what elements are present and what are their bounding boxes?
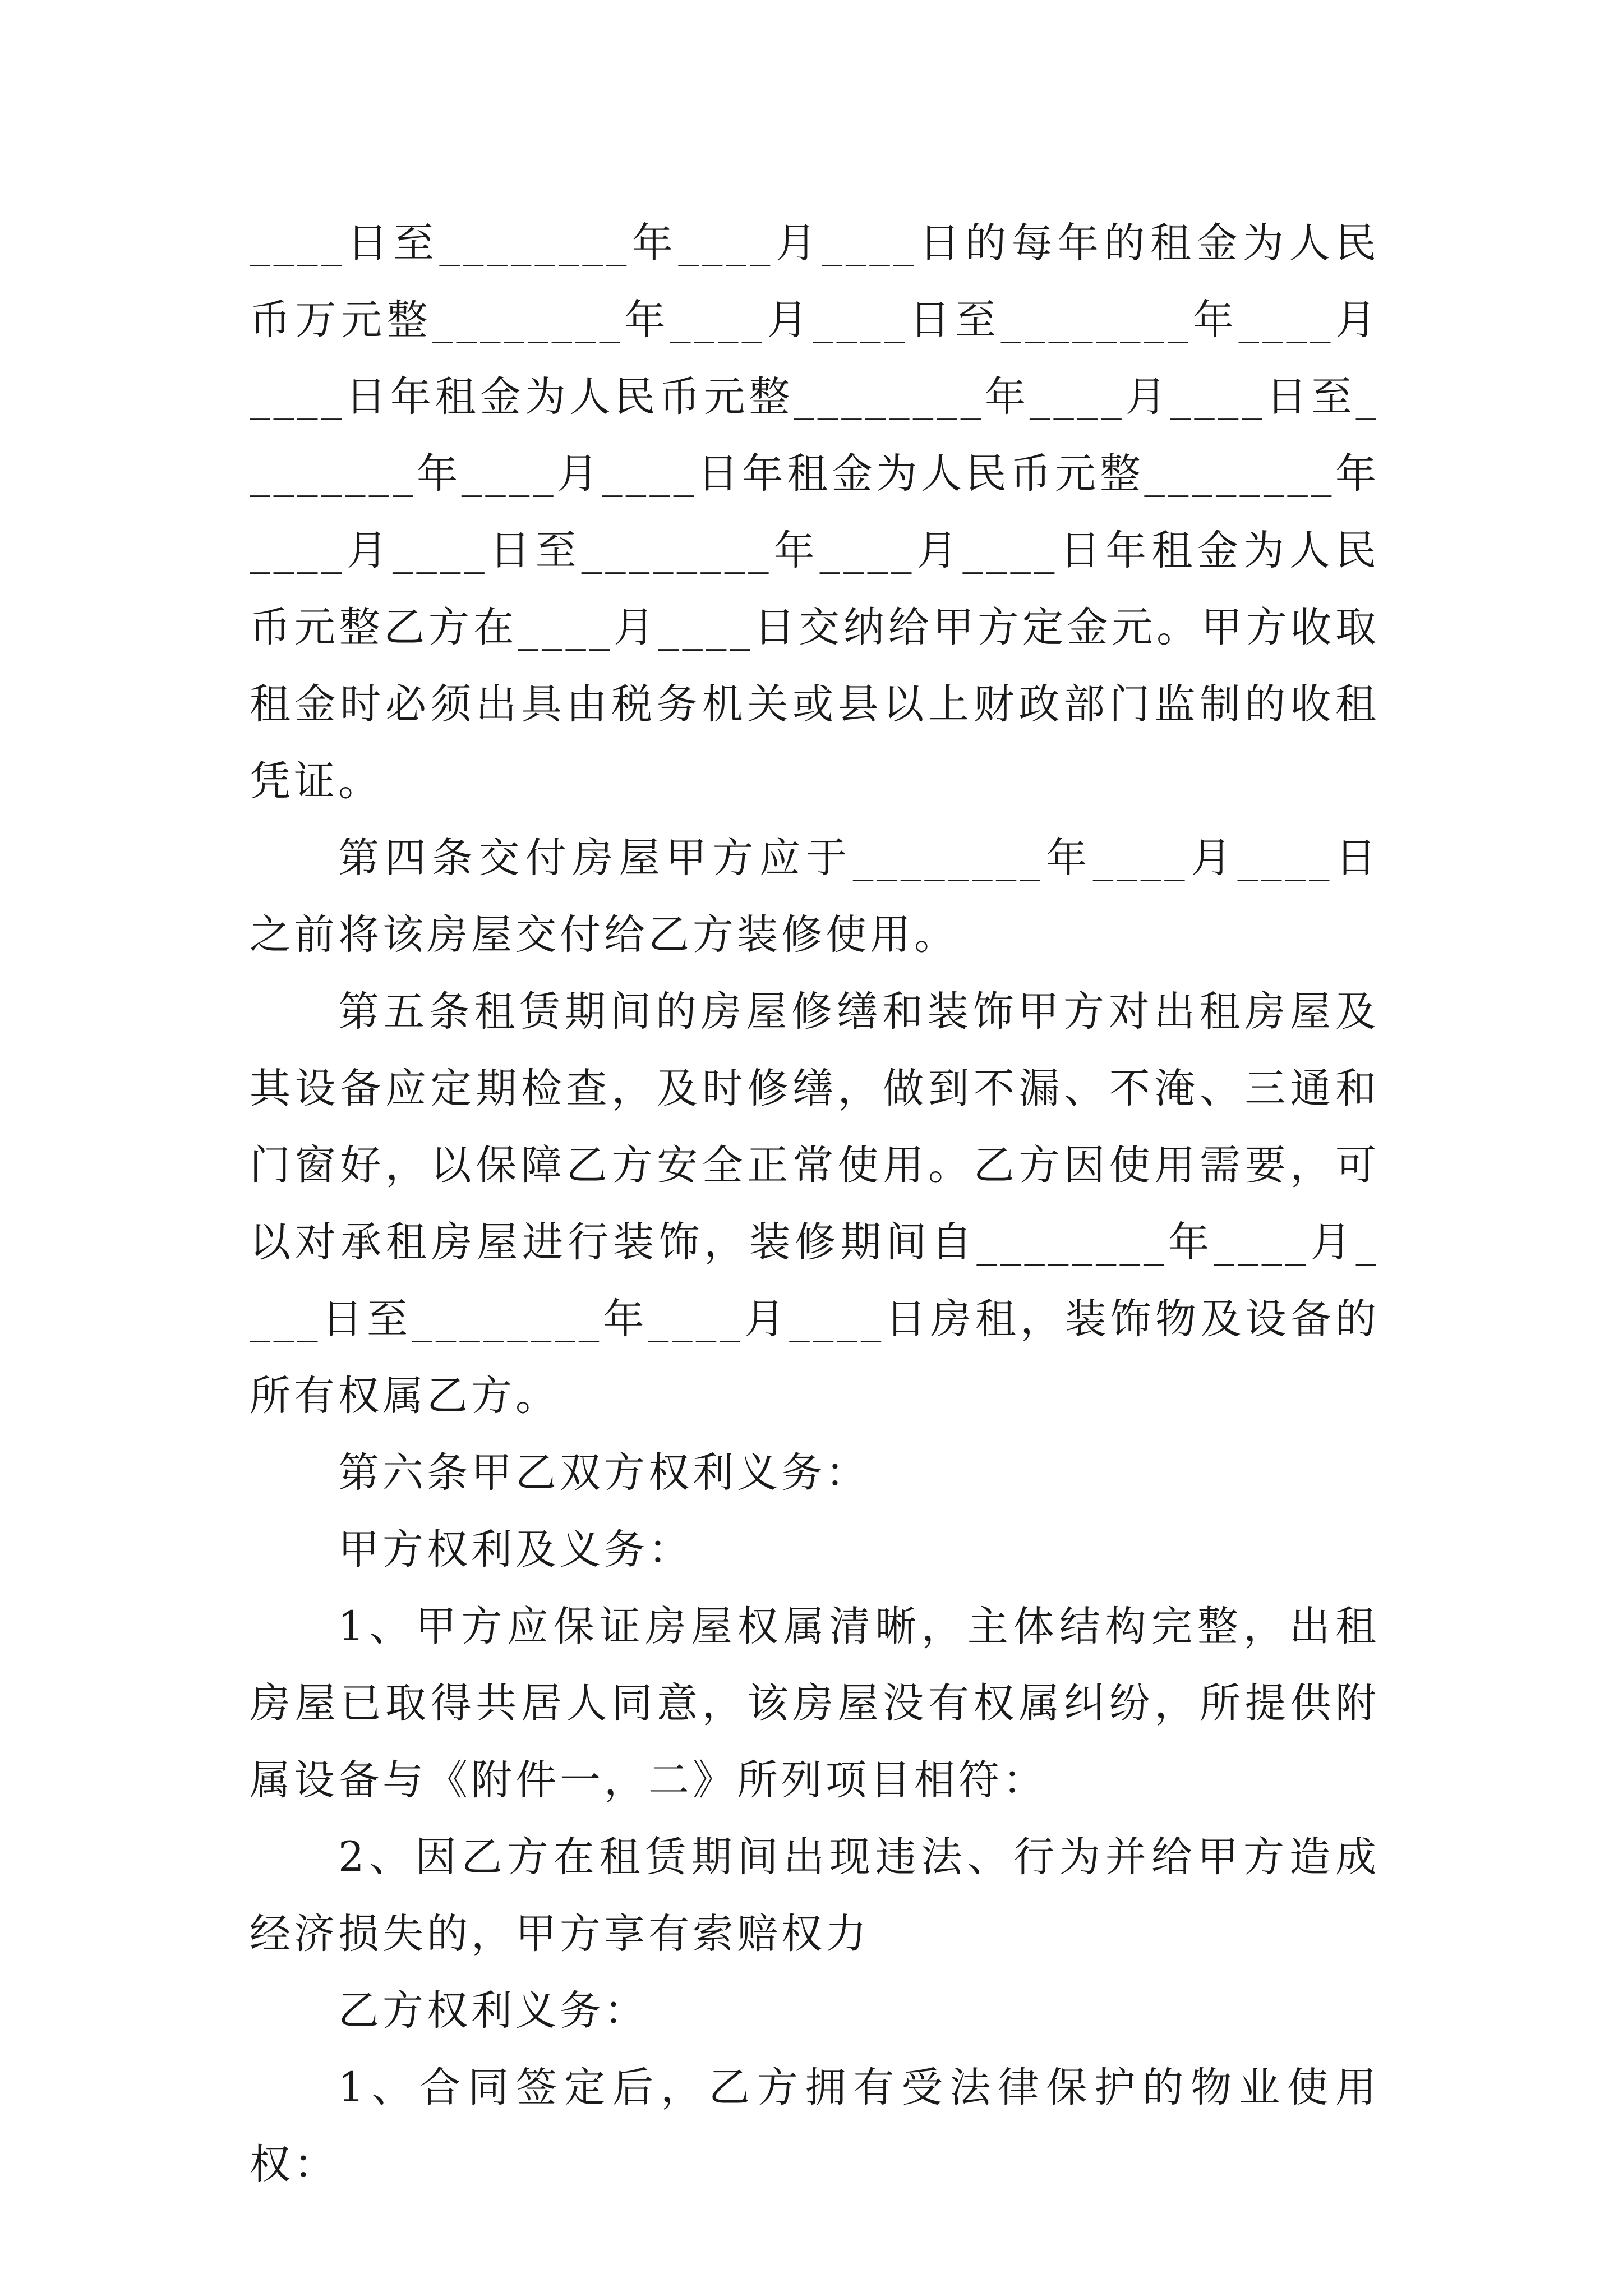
party-b-rights-heading: 乙方权利义务： <box>338 1987 648 2035</box>
article-5-repair-paragraph: 第五条租赁期间的房屋修缮和装饰甲方对出租房屋及其设备应定期检查，及时修缮，做到不漏、不淹、三通和门窗好，以保障乙方安全正常使用。乙方因使用需要，可以对承租房屋进行装饰，装修期间自________年____月____日至________年____月____日房租，装饰物及设备的所有权属乙方。 <box>250 988 1380 1420</box>
article-6-heading: 第六条甲乙双方权利义务： <box>338 1449 870 1497</box>
article-4-delivery-paragraph: 第四条交付房屋甲方应于________年____月____日之前将该房屋交付给乙方装修使用。 <box>250 834 1380 959</box>
party-a-rights-heading: 甲方权利及义务： <box>338 1526 693 1573</box>
rent-schedule-paragraph: ____日至________年____月____日的每年的租金为人民币万元整________年____月____日至________年____月____日年租金为人民币元整________年____月____日至________年____月____日年租金为人民币元整________年____月____日至________年____月____日年租金为人民币元整乙方在____月____日交纳给甲方定金元。甲方收取租金时必须出具由税务机关或县以上财政部门监制的收租凭证。 <box>250 219 1380 805</box>
party-b-item-1: 1、合同签定后，乙方拥有受法律保护的物业使用权： <box>250 2064 1380 2188</box>
party-a-item-1: 1、甲方应保证房屋权属清晰，主体结构完整，出租房屋已取得共居人同意，该房屋没有权属纠纷，所提供附属设备与《附件一，二》所列项目相符： <box>250 1603 1380 1804</box>
party-a-item-2: 2、因乙方在租赁期间出现违法、行为并给甲方造成经济损失的，甲方享有索赔权力 <box>250 1833 1380 1958</box>
document-body <box>250 205 1380 2203</box>
